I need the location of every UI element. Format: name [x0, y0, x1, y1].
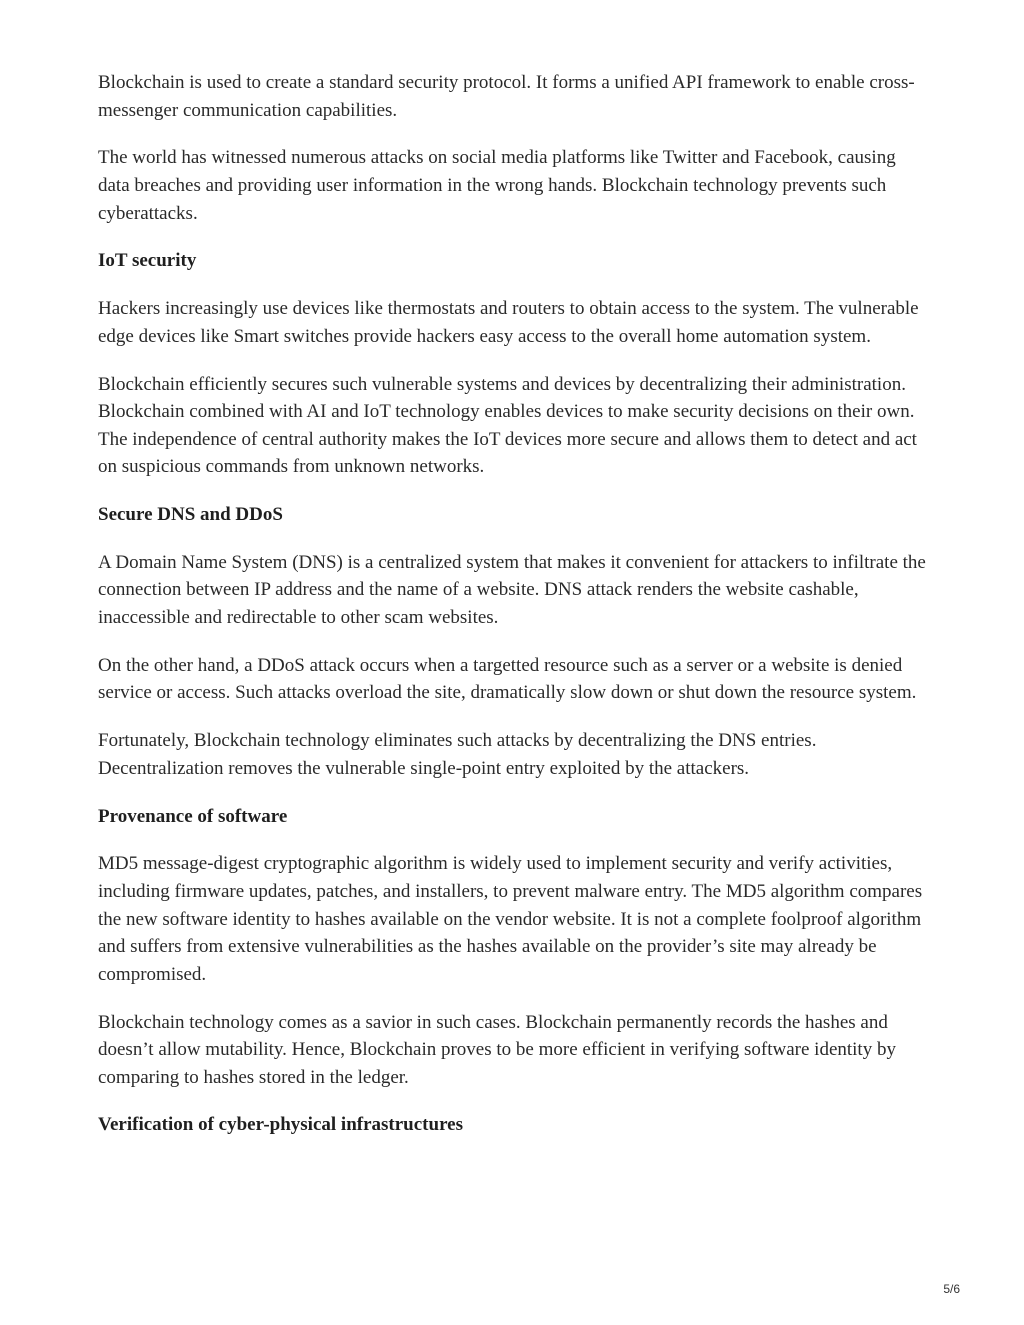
paragraph-blockchain-hashes: Blockchain technology comes as a savior in such cases. Blockchain permanently records the hashes and doesn’t allow mutability. Hence, Blockchain proves to be more efficient in verifying software identity by comparing to hashes stored in the ledger. [98, 1011, 896, 1088]
document-body [98, 69, 928, 1159]
paragraph-iot-blockchain: Blockchain efficiently secures such vulnerable systems and devices by decentralizing their administration. Blockchain combined with AI and IoT technology enables devices to make security decisions on their own. The independence of central authority makes the IoT devices more secure and allows them to detect and act on suspicious commands from unknown networks. [98, 373, 917, 478]
paragraph-dns-blockchain: Fortunately, Blockchain technology eliminates such attacks by decentralizing the DNS entries. Decentralization removes the vulnerable single-point entry exploited by the attackers. [98, 730, 817, 779]
paragraph-ddos: On the other hand, a DDoS attack occurs when a targetted resource such as a server or a website is denied service or access. Such attacks overload the site, dramatically slow down or shut down the resource system. [98, 654, 917, 704]
paragraph-dns: A Domain Name System (DNS) is a centralized system that makes it convenient for attackers to infiltrate the connection between IP address and the name of a website. DNS attack renders the website cashable, inaccessible and redirectable to other scam websites. [98, 551, 926, 629]
paragraph-social-media-attacks: The world has witnessed numerous attacks on social media platforms like Twitter and Facebook, causing data breaches and providing user information in the wrong hands. Blockchain technology prevents such cyberattacks. [98, 147, 896, 224]
heading-cyber-physical-verification: Verification of cyber-physical infrastructures [98, 1114, 463, 1136]
paragraph-api-framework: Blockchain is used to create a standard security protocol. It forms a unified API framework to enable cross-messenger communication capabilities. [98, 72, 915, 121]
page-number: 5/6 [943, 1282, 960, 1296]
paragraph-iot-hackers: Hackers increasingly use devices like thermostats and routers to obtain access to the system. The vulnerable edge devices like Smart switches provide hackers easy access to the overall home automation system. [98, 298, 919, 347]
heading-iot-security: IoT security [98, 250, 197, 272]
paragraph-md5: MD5 message-digest cryptographic algorithm is widely used to implement security and verify activities, including firmware updates, patches, and installers, to prevent malware entry. The MD5 algorithm compares the new software identity to hashes available on the vendor website. It is not a complete foolproof algorithm and suffers from extensive vulnerabilities as the hashes available on the provider’s site may already be compromised. [98, 853, 923, 985]
heading-provenance-of-software: Provenance of software [98, 805, 288, 827]
heading-secure-dns-ddos: Secure DNS and DDoS [98, 504, 283, 526]
